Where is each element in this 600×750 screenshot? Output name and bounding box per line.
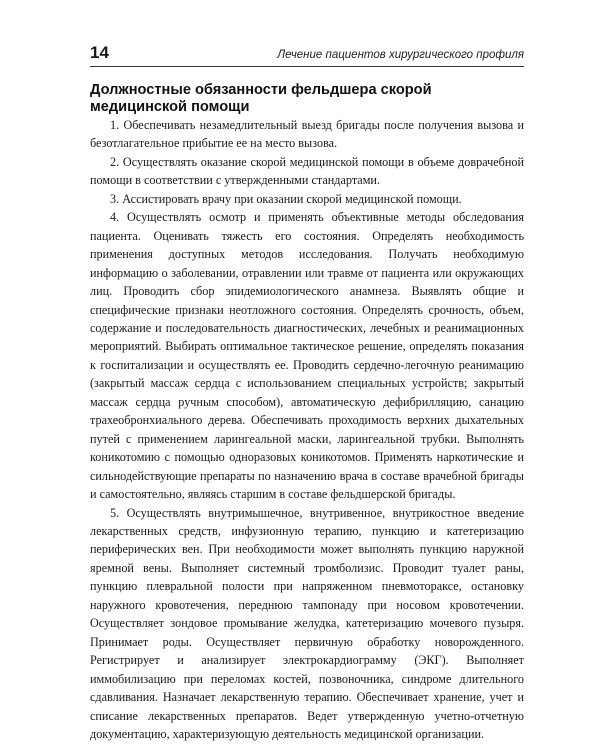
section-title: Должностные обязанности фельдшера скорой медицинской помощи — [90, 82, 432, 115]
paragraph-2: 2. Осуществлять оказание скорой медицинской помощи в объеме доврачебной помощи в соответствии с утвержденными стандартами. — [90, 154, 524, 188]
running-header — [90, 40, 524, 67]
paragraph-5: 5. Осуществлять внутримышечное, внутривенное, внутрикостное введение лекарственных средств, инфузионную терапию, пункцию и катетеризацию периферических вен. При необходимости может выполнять пункцию наружной яремной вены. Выполняет системный тромболизис. Проводит туалет раны, пункцию плевральной полости при напряженном пневмотораксе, остановку наружного кровотечения, переднюю тампонаду при носовом кровотечении. Осуществляет зондовое промывание желудка, катетеризацию мочевого пузыря. Принимает роды. Осуществляет первичную обработку новорожденного. Регистрирует и анализирует электрокардиограмму (ЭКГ). Выполняет иммобилизацию при переломах костей, позвоночника, синдроме длительного сдавливания. Назначает лекарственную терапию. Обеспечивает хранение, учет и списание лекарственных препаратов. Ведет утвержденную учетно-отчетную документацию, характеризующую деятельность медицинской организации. — [90, 505, 524, 741]
paragraph-3: 3. Ассистировать врачу при оказании скорой медицинской помощи. — [110, 191, 462, 206]
body-text — [90, 116, 524, 743]
running-title: Лечение пациентов хирургического профиля — [277, 49, 524, 61]
paragraph-4: 4. Осуществлять осмотр и применять объективные методы обследования пациента. Оценивать тяжесть его состояния. Определять необходимость применения доступных методов исследования. Получать необходимую информацию о заболевании, отравлении или травме от пациента или окружающих лиц. Проводить сбор эпидемиологического анамнеза. Выявлять общие и специфические признаки неотложного состояния. Определять срочность, объем, содержание и последовательность диагностических, лечебных и реанимационных мероприятий. Выбирать оптимальное тактическое решение, определять показания к госпитализации и осуществлять ее. Проводить сердечно-легочную реанимацию (закрытый массаж сердца с использованием специальных устройств; закрытый массаж сердца ручным способом), автоматическую дефибрилляцию, санацию трахеобронхиального дерева. Обеспечивать проходимость верхних дыхательных путей с применением ларингеальной маски, ларингеальной трубки. Выполнять коникотомию с помощью одноразовых коникотомов. Применять наркотические и сильнодействующие препараты по назначению врача в составе врачебной бригады и самостоятельно, являясь старшим в составе фельдшерской бригады. — [90, 210, 524, 502]
paragraph-1: 1. Обеспечивать незамедлительный выезд бригады после получения вызова и безотлагательное прибытие ее на место вызова. — [90, 118, 524, 151]
page-number: 14 — [90, 43, 109, 62]
